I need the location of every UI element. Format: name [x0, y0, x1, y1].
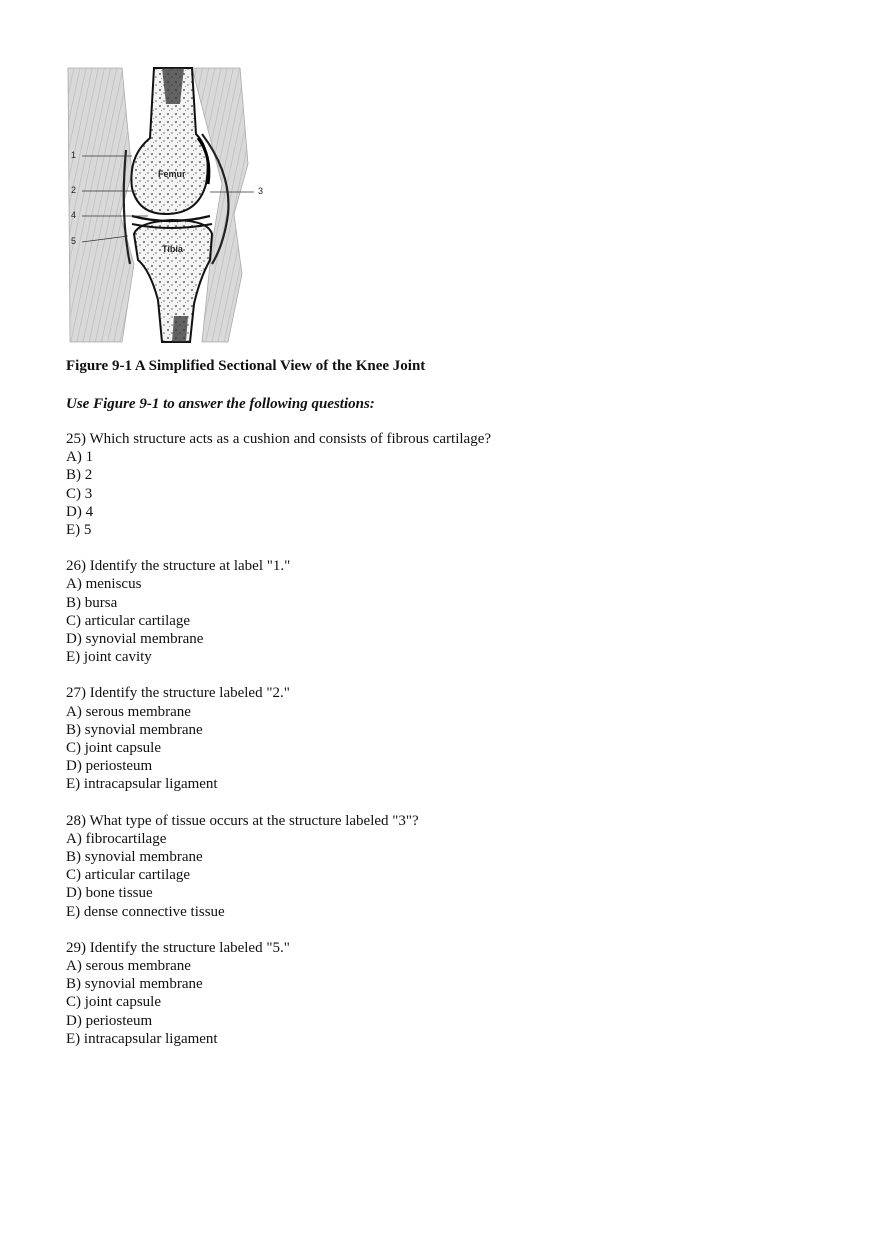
femur-label: Femur — [158, 169, 186, 179]
answer-option: E) intracapsular ligament — [66, 1030, 218, 1047]
answer-option: A) fibrocartilage — [66, 830, 167, 847]
question-stem: 27) Identify the structure labeled "2." — [66, 685, 290, 702]
answer-option: B) synovial membrane — [66, 849, 203, 866]
question-stem: 26) Identify the structure at label "1." — [66, 558, 291, 575]
answer-option: C) joint capsule — [66, 994, 161, 1011]
answer-option: E) intracapsular ligament — [66, 776, 218, 793]
answer-option: B) bursa — [66, 594, 118, 611]
answer-option: E) dense connective tissue — [66, 903, 225, 920]
knee-joint-illustration — [62, 64, 282, 344]
callout-5: 5 — [71, 236, 77, 246]
answer-option: D) periosteum — [66, 758, 153, 775]
question-stem: 28) What type of tissue occurs at the structure labeled "3"? — [66, 812, 419, 829]
question-27 — [66, 684, 826, 793]
answer-option: C) articular cartilage — [66, 612, 191, 629]
answer-option: C) articular cartilage — [66, 867, 191, 884]
callout-3: 3 — [258, 186, 264, 196]
answer-option: D) 4 — [66, 503, 94, 520]
figure-caption: Figure 9-1 A Simplified Sectional View of the Knee Joint — [66, 358, 426, 374]
answer-option: E) 5 — [66, 522, 92, 539]
question-25 — [66, 430, 826, 539]
knee-joint-figure — [62, 64, 282, 344]
answer-option: D) synovial membrane — [66, 631, 204, 648]
answer-option: B) 2 — [66, 467, 93, 484]
question-list — [66, 430, 826, 1066]
question-stem: 25) Which structure acts as a cushion and consists of fibrous cartilage? — [66, 431, 492, 447]
answer-option: E) joint cavity — [66, 649, 152, 666]
answer-option: A) serous membrane — [66, 958, 191, 975]
callout-4: 4 — [71, 210, 77, 220]
answer-option: A) 1 — [66, 449, 94, 466]
question-28 — [66, 812, 826, 921]
instruction-text: Use Figure 9-1 to answer the following questions: — [66, 396, 375, 412]
callout-2: 2 — [71, 185, 77, 195]
answer-option: C) 3 — [66, 485, 93, 502]
answer-option: A) serous membrane — [66, 703, 191, 720]
answer-option: A) meniscus — [66, 576, 142, 593]
answer-option: D) periosteum — [66, 1012, 153, 1029]
callout-1: 1 — [71, 150, 77, 160]
answer-option: B) synovial membrane — [66, 976, 203, 993]
tibia-label: Tibia — [162, 244, 183, 254]
answer-option: B) synovial membrane — [66, 721, 203, 738]
answer-option: D) bone tissue — [66, 885, 153, 902]
answer-option: C) joint capsule — [66, 740, 161, 757]
question-stem: 29) Identify the structure labeled "5." — [66, 939, 290, 956]
question-26 — [66, 557, 826, 666]
question-29 — [66, 939, 826, 1048]
